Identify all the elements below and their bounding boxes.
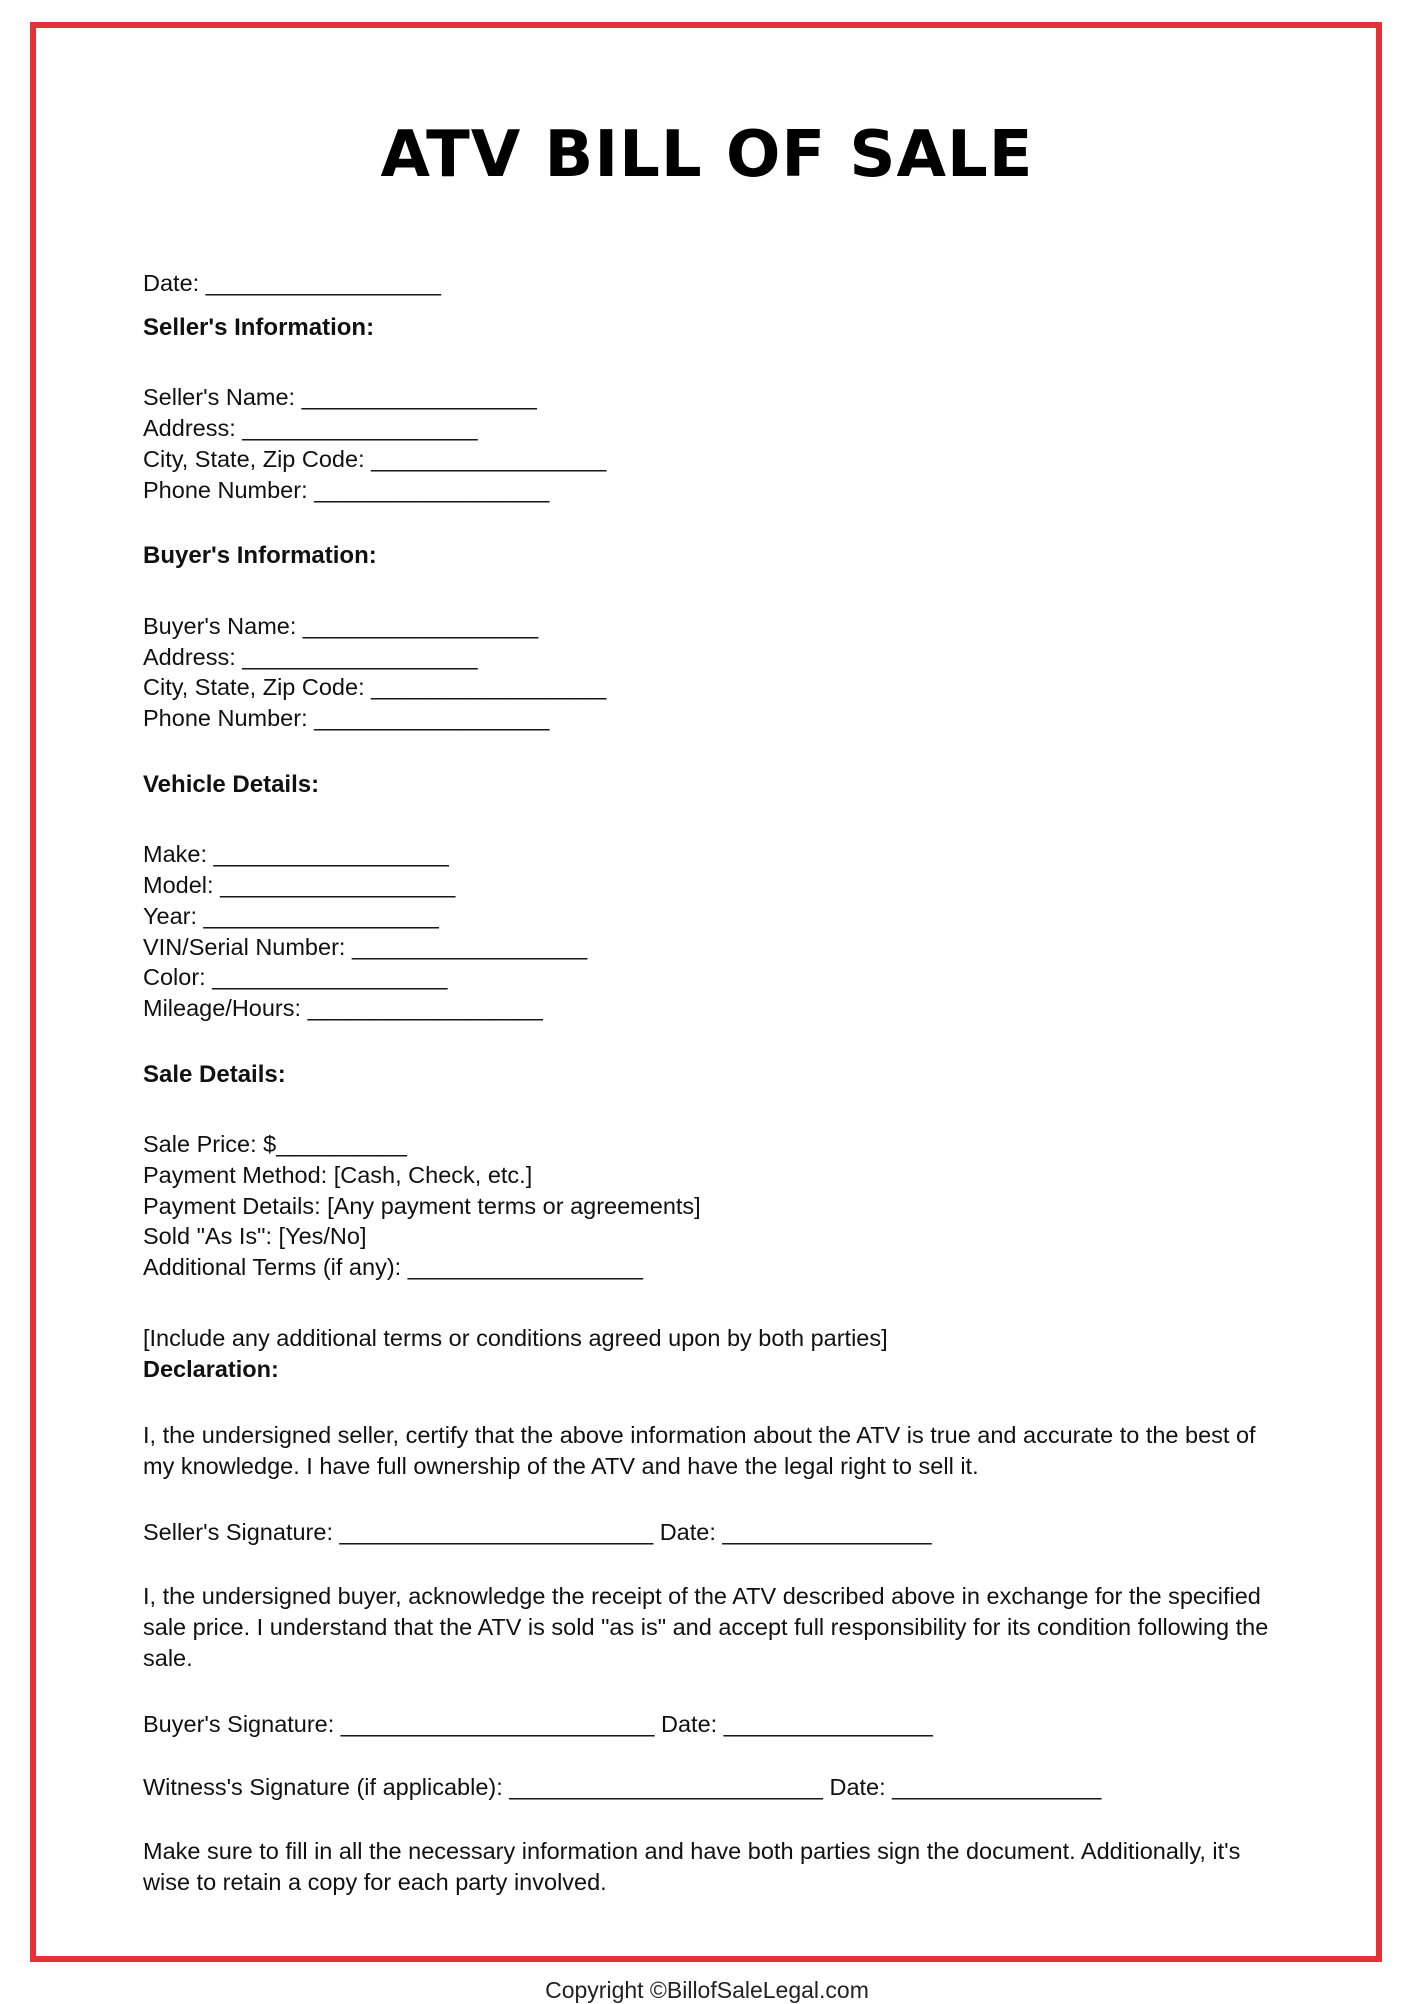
buyer-signature-line: Buyer's Signature: ________________________ Date: ________________ <box>143 1710 933 1737</box>
additional-terms-field: Additional Terms (if any): __________________ <box>143 1254 643 1281</box>
seller-declaration-text: I, the undersigned seller, certify that the above information about the ATV is true and accurate to the best of my knowledge. I have full ownership of the ATV and have the legal right to sell it. <box>143 1422 1256 1479</box>
document-title: ATV BILL OF SALE <box>380 118 1034 192</box>
declaration-heading: Declaration: <box>143 1355 279 1382</box>
buyer-address-field: Address: __________________ <box>143 643 478 670</box>
payment-details-field: Payment Details: [Any payment terms or agreements] <box>143 1192 701 1219</box>
seller-address-field: Address: __________________ <box>143 415 478 442</box>
buyer-phone-field: Phone Number: __________________ <box>143 705 550 732</box>
buyer-declaration-text: I, the undersigned buyer, acknowledge the receipt of the ATV described above in exchange for the specified sale price. I understand that the ATV is sold "as is" and accept full responsibility for its condition following the sale. <box>143 1583 1269 1671</box>
buyer-name-field: Buyer's Name: __________________ <box>143 612 539 639</box>
sale-section <box>143 1129 1293 1283</box>
vehicle-vin-field: VIN/Serial Number: __________________ <box>143 933 588 960</box>
date-field: Date: __________________ <box>143 270 441 296</box>
witness-signature-line: Witness's Signature (if applicable): ________________________ Date: ________________ <box>143 1774 1102 1801</box>
vehicle-make-field: Make: __________________ <box>143 841 449 868</box>
seller-phone-field: Phone Number: __________________ <box>143 476 550 503</box>
buyer-city-field: City, State, Zip Code: __________________ <box>143 674 607 701</box>
seller-city-field: City, State, Zip Code: __________________ <box>143 445 607 472</box>
closing-note: Make sure to fill in all the necessary information and have both parties sign the document. Additionally, it's wise to retain a copy for each party involved. <box>143 1837 1241 1895</box>
sold-as-is-field: Sold "As Is": [Yes/No] <box>143 1223 367 1250</box>
seller-heading: Seller's Information: <box>143 313 375 341</box>
payment-method-field: Payment Method: [Cash, Check, etc.] <box>143 1162 533 1189</box>
vehicle-model-field: Model: __________________ <box>143 872 456 899</box>
document-body <box>143 268 1293 1897</box>
seller-section <box>143 382 1293 505</box>
seller-name-field: Seller's Name: __________________ <box>143 384 537 411</box>
vehicle-color-field: Color: __________________ <box>143 964 448 991</box>
buyer-heading: Buyer's Information: <box>143 542 377 570</box>
vehicle-mileage-field: Mileage/Hours: __________________ <box>143 994 543 1021</box>
copyright-footer: Copyright ©BillofSaleLegal.com <box>545 1977 869 2003</box>
sale-heading: Sale Details: <box>143 1060 286 1088</box>
vehicle-section <box>143 839 1293 1023</box>
buyer-section <box>143 611 1293 734</box>
seller-signature-line: Seller's Signature: ________________________ Date: ________________ <box>143 1518 932 1545</box>
sale-price-field: Sale Price: $__________ <box>143 1131 407 1158</box>
additional-terms-note: [Include any additional terms or conditions agreed upon by both parties] <box>143 1324 888 1351</box>
vehicle-year-field: Year: __________________ <box>143 902 439 929</box>
vehicle-heading: Vehicle Details: <box>143 770 320 798</box>
